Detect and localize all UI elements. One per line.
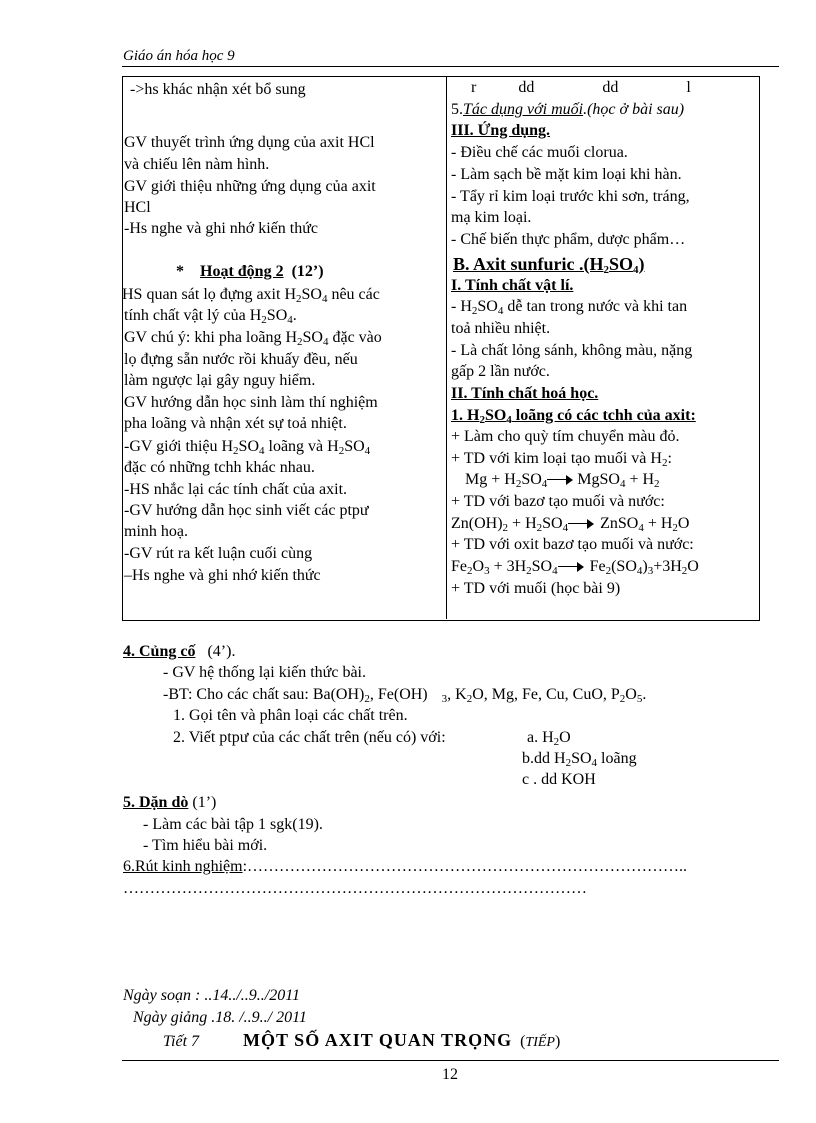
activity-title: Hoạt động 2	[200, 263, 284, 280]
exercise-item-1: 1. Gọi tên và phân loại các chất trên.	[173, 707, 408, 724]
left-line: HS quan sát lọ đựng axit $H_2SO_4$ nêu các	[122, 286, 380, 305]
left-line: -GV giới thiệu $H_2SO_4$ loãng và $H_2SO_4$	[124, 438, 371, 457]
reaction-arrow-icon	[558, 562, 584, 572]
right-line: - Là chất lỏng sánh, không màu, nặng	[451, 342, 693, 359]
right-line: gấp 2 lần nước.	[451, 363, 550, 380]
physical-properties-heading: I. Tính chất vật lí.	[451, 277, 574, 294]
option-a: a. $H_2O$	[527, 729, 571, 748]
right-line: + TD với muối (học bài 9)	[451, 580, 621, 597]
right-line: + Làm cho quỳ tím chuyển màu đỏ.	[451, 428, 680, 445]
equation-mg: $Mg + H_2SO_4$ MgSO$_4$ + $H_2$	[465, 471, 660, 490]
lesson-title: MỘT SỐ AXIT QUAN TRỌNG	[243, 1030, 513, 1050]
chemical-properties-heading: II. Tính chất hoá học.	[451, 385, 599, 402]
teach-date: Ngày giảng .18. /..9../ 2011	[133, 1009, 307, 1026]
experience-line: 6.Rút kinh nghiệm:………………………………………………………………………..	[123, 858, 688, 875]
left-line: –Hs nghe và ghi nhớ kiến thức	[124, 567, 321, 584]
table-column-divider	[446, 76, 447, 619]
header-rule	[122, 66, 779, 67]
left-line: -GV rút ra kết luận cuối cùng	[124, 545, 313, 562]
state-labels-row: r dd dd l	[471, 79, 691, 96]
next-lesson-line: Tiết 7 MỘT SỐ AXIT QUAN TRỌNG (TIẾP)	[163, 1030, 561, 1050]
right-line: + TD với kim loại tạo muối và $H_2$:	[451, 450, 672, 469]
left-line: pha loãng và nhận xét sự toả nhiệt.	[124, 415, 347, 432]
reaction-arrow-icon	[547, 475, 573, 485]
page-header-title: Giáo án hóa học 9	[123, 48, 235, 64]
left-line: GV hướng dẫn học sinh làm thí nghiệm	[124, 394, 378, 411]
prep-date: Ngày soạn : ..14../..9../2011	[123, 987, 301, 1004]
activity-2-heading	[176, 262, 324, 282]
option-c: c . dd KOH	[522, 771, 596, 788]
left-line: GV giới thiệu những ứng dụng của axit	[124, 178, 376, 195]
left-line: -GV hướng dẫn học sinh viết các ptpư	[124, 502, 369, 519]
left-line: lọ đựng sẵn nước rồi khuấy đều, nếu	[124, 351, 358, 368]
activity-star: *	[176, 263, 184, 280]
right-line: toả nhiều nhiệt.	[451, 320, 551, 337]
left-line: minh hoạ.	[124, 523, 188, 540]
left-line: HCl	[124, 199, 151, 216]
homework-line: - Tìm hiểu bài mới.	[143, 837, 268, 854]
exercise-line: -BT: Cho các chất sau: $Ba(OH)_2$, Fe(OH) $_3$, $K_2O$, Mg, Fe, Cu, CuO, $P_2O_5$.	[163, 686, 647, 705]
right-line: mạ kim loại.	[451, 209, 532, 226]
right-line: - Làm sạch bề mặt kim loại khi hàn.	[451, 166, 682, 183]
left-line: GV chú ý: khi pha loãng $H_2SO_4$ đặc vào	[124, 329, 382, 348]
equation-zn: $Zn(OH)_2 + H_2SO_4$ ZnSO$_4$ + $H_2O$	[451, 515, 690, 534]
experience-dots: ……………………………………………………………………………	[123, 880, 587, 897]
left-line: và chiếu lên nàm hình.	[124, 156, 270, 173]
right-line: + TD với oxit bazơ tạo muối và nước:	[451, 536, 694, 553]
section-b-heading: B. Axit sunfuric $.(H_2SO_4)$	[453, 254, 645, 276]
right-line: - Tẩy rỉ kim loại trước khi sơn, tráng,	[451, 188, 690, 205]
section-homework-heading: 5. Dặn dò (1’)	[123, 794, 217, 811]
dilute-acid-heading: 1. $H_2SO_4$ loãng có các tchh của axit:	[451, 407, 696, 426]
page-number: 12	[442, 1066, 458, 1083]
left-line: đặc có những tchh khác nhau.	[124, 459, 315, 476]
right-line: - Điều chế các muối clorua.	[451, 144, 628, 161]
footer-rule	[122, 1060, 779, 1061]
right-line: - $H_2SO_4$ dễ tan trong nước và khi tan	[451, 298, 688, 317]
reaction-arrow-icon	[568, 519, 594, 529]
equation-fe: $Fe_2O_3 + 3H_2SO_4$ $Fe_2(SO_4)_3+3H_2O$	[451, 558, 699, 577]
right-line: - Chế biến thực phẩm, dược phẩm…	[451, 231, 686, 248]
exercise-item-2: 2. Viết ptpư của các chất trên (nếu có) với:	[173, 729, 446, 746]
activity-time: (12’)	[291, 263, 324, 280]
left-line: -HS nhắc lại các tính chất của axit.	[124, 481, 348, 498]
right-line: + TD với bazơ tạo muối và nước:	[451, 493, 665, 510]
left-line: tính chất vật lý của $H_2SO_4$.	[124, 307, 297, 326]
option-b: b.dd $H_2SO_4$ loãng	[522, 750, 637, 769]
salt-reaction-line: 5.Tác dụng với muối.(học ở bài sau)	[451, 101, 685, 118]
section-applications-heading: III. Ứng dụng.	[451, 122, 551, 139]
left-line: -Hs nghe và ghi nhớ kiến thức	[124, 220, 318, 237]
left-line: GV thuyết trình ứng dụng của axit HCl	[124, 134, 375, 151]
left-line: làm ngược lại gây nguy hiểm.	[124, 372, 316, 389]
consolidation-line: - GV hệ thống lại kiến thức bài.	[163, 664, 366, 681]
homework-line: - Làm các bài tập 1 sgk(19).	[143, 816, 323, 833]
left-line: ->hs khác nhận xét bổ sung	[130, 81, 306, 98]
section-consolidation-heading: 4. Củng cố (4’).	[123, 643, 236, 660]
